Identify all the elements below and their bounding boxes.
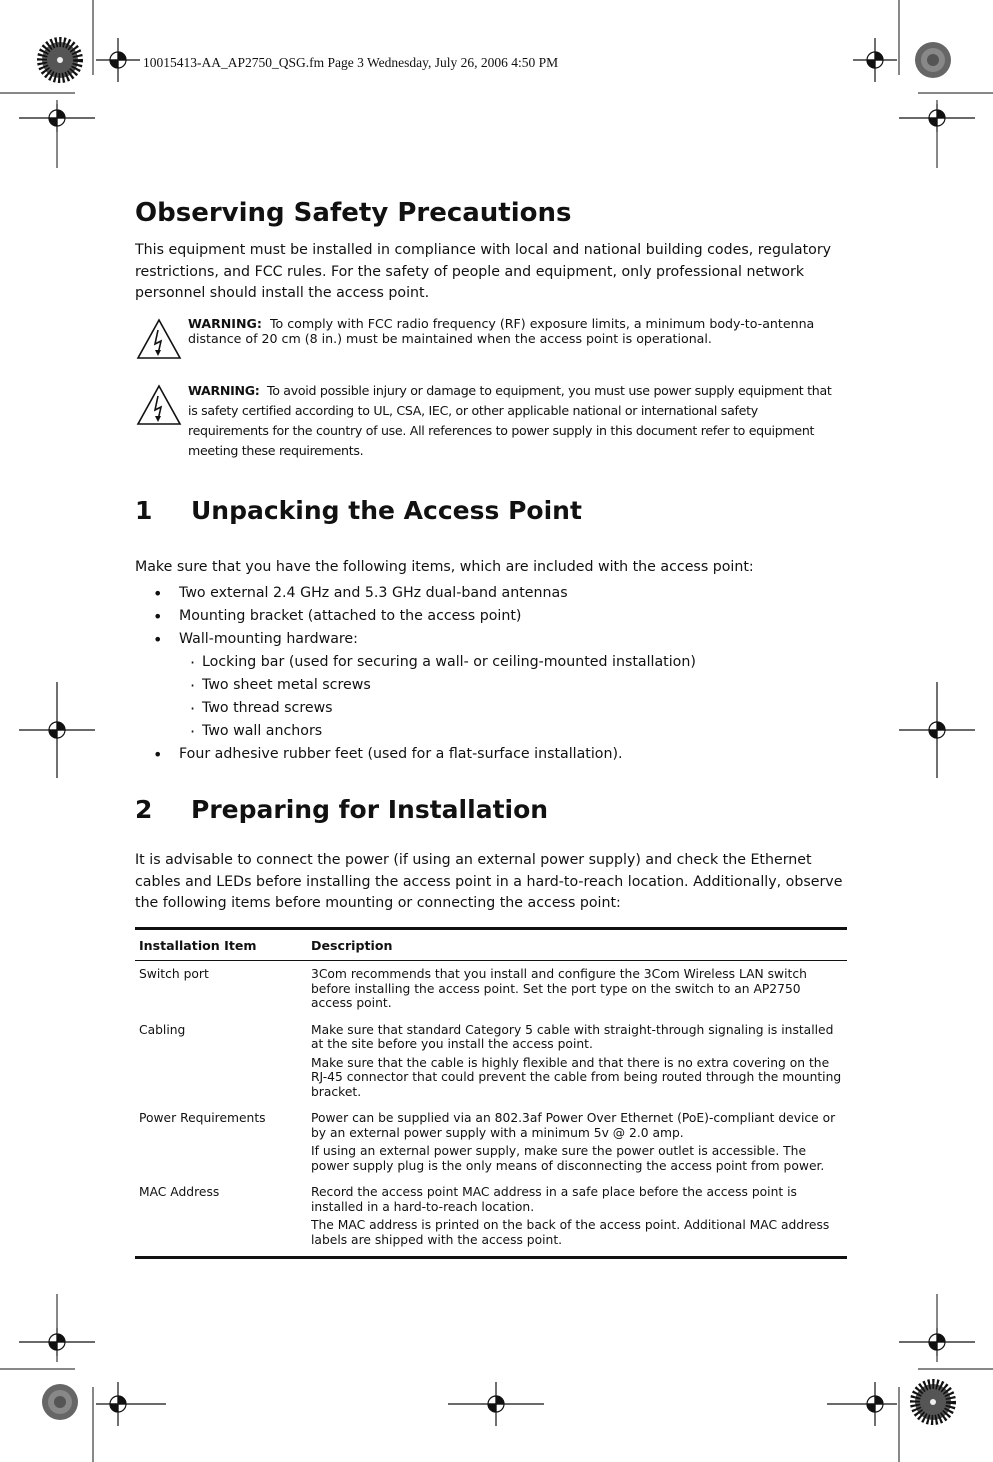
warning-label: WARNING: (188, 383, 260, 398)
table-cell-description (307, 1108, 847, 1182)
description-paragraph: 3Com recommends that you install and configure the 3Com Wireless LAN switch before installing the access point. Set the port type on the switch to an AP2750 access point. (311, 967, 807, 1010)
warning-label: WARNING: (188, 316, 262, 331)
section-number: 1 (135, 496, 153, 525)
intro-paragraph: This equipment must be installed in compliance with local and national building codes, regulatory restrictions, and FCC rules. For the safety of people and equipment, only professional network personnel should install the access point. (135, 242, 832, 301)
warning-text: To avoid possible injury or damage to equipment, you must use power supply equipment that is safety certified according to UL, CSA, IEC, or other applicable national or international safety requirements for the country of use. All references to power supply in this document refer to equipment meeting these requirements. (188, 383, 832, 458)
table-row (135, 1108, 847, 1182)
description-paragraph: If using an external power supply, make sure the power outlet is accessible. The power supply plug is the only means of disconnecting the access point from power. (311, 1144, 825, 1173)
sub-list-item: · Two wall anchors (135, 720, 835, 743)
lightning-warning-icon (136, 318, 182, 360)
table-cell-item: Cabling (139, 1022, 186, 1037)
list-item: • Two external 2.4 GHz and 5.3 GHz dual-band antennas (135, 582, 835, 605)
description-paragraph: Make sure that standard Category 5 cable with straight-through signaling is installed at the site before you install the access point. (311, 1022, 834, 1051)
sub-list-item: · Two sheet metal screws (135, 674, 835, 697)
table-row (135, 1182, 847, 1258)
section-1-heading (135, 496, 582, 525)
file-header: 10015413-AA_AP2750_QSG.fm Page 3 Wednesday, July 26, 2006 4:50 PM (143, 55, 559, 70)
description-paragraph: Power can be supplied via an 802.3af Power Over Ethernet (PoE)-compliant device or by an external power supply with a minimum 5v @ 2.0 amp. (311, 1111, 836, 1140)
table-cell-description (307, 961, 847, 1020)
warning-power-supply (188, 381, 838, 461)
list-item: • Mounting bracket (attached to the access point) (135, 605, 835, 628)
section-number: 2 (135, 795, 153, 824)
table-header-row (135, 929, 847, 961)
warning-text: To comply with FCC radio frequency (RF) exposure limits, a minimum body-to-antenna distance of 20 cm (8 in.) must be maintained when the access point is operational. (188, 316, 815, 346)
sub-list-item: · Two thread screws (135, 697, 835, 720)
table-row (135, 1020, 847, 1109)
package-contents-list (135, 582, 835, 766)
table-cell-description (307, 1020, 847, 1109)
list-item: • Wall-mounting hardware: (135, 628, 835, 651)
list-item: • Four adhesive rubber feet (used for a flat-surface installation). (135, 743, 835, 766)
column-header-item: Installation Item (135, 929, 307, 961)
table-row (135, 961, 847, 1020)
section-2-intro: It is advisable to connect the power (if using an external power supply) and check the Ethernet cables and LEDs before installing the access point in a hard-to-reach location. Additionally, observe the following items before mounting or connecting the access point: (135, 852, 843, 911)
table-cell-item: Switch port (139, 967, 209, 981)
page-title: Observing Safety Precautions (135, 198, 572, 228)
table-cell-item: Power Requirements (139, 1111, 266, 1125)
warning-rf-exposure (188, 316, 838, 346)
description-paragraph: Record the access point MAC address in a safe place before the access point is installed in a hard-to-reach location. (311, 1185, 797, 1214)
description-paragraph: Make sure that the cable is highly flexible and that there is no extra covering on the RJ-45 connector that could prevent the cable from being routed through the mounting bracket. (311, 1055, 842, 1099)
section-title: Preparing for Installation (191, 795, 549, 824)
section-2-heading (135, 795, 548, 824)
lightning-warning-icon (136, 384, 182, 426)
table-cell-description (307, 1182, 847, 1258)
section-1-intro: Make sure that you have the following items, which are included with the access point: (135, 559, 754, 575)
description-paragraph: The MAC address is printed on the back of the access point. Additional MAC address labels are shipped with the access point. (311, 1218, 830, 1247)
section-title: Unpacking the Access Point (191, 496, 582, 525)
installation-table (135, 927, 847, 1259)
table-cell-item: MAC Address (135, 1182, 307, 1258)
sub-list-item: · Locking bar (used for securing a wall- or ceiling-mounted installation) (135, 651, 835, 674)
column-header-description: Description (307, 929, 847, 961)
